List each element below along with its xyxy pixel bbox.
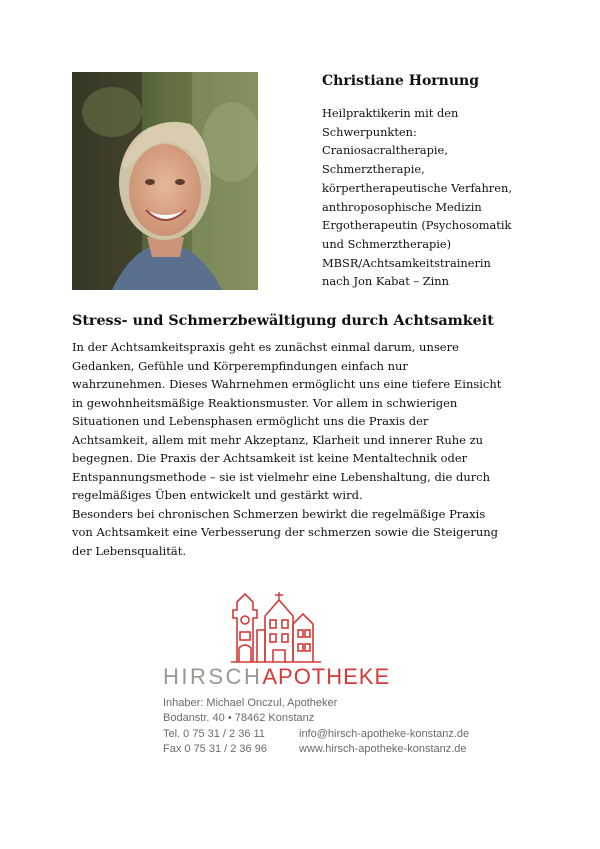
pharmacy-address bbox=[163, 696, 337, 726]
brand-part-hirsch: HIRSCH bbox=[163, 664, 263, 689]
website-link[interactable]: www.hirsch-apotheke-konstanz.de bbox=[299, 743, 467, 755]
body-line: Situationen und Lebensphasen ermöglicht uns die Praxis der bbox=[72, 414, 429, 428]
pharmacy-logo-block bbox=[163, 590, 483, 760]
article-body bbox=[72, 338, 542, 560]
person-name: Christiane Hornung bbox=[322, 73, 479, 89]
body-line: Gedanken, Gefühle und Körperempfindungen einfach nur bbox=[72, 358, 408, 373]
portrait-photo bbox=[72, 72, 258, 290]
article-heading: Stress- und Schmerzbewältigung durch Achtsamkeit bbox=[72, 313, 494, 329]
fax-line: Fax 0 75 31 / 2 36 96 bbox=[163, 743, 267, 755]
body-line: von Achtsamkeit eine Verbesserung der schmerzen sowie die Steigerung bbox=[72, 525, 498, 539]
bio-line: anthroposophische Medizin bbox=[322, 199, 482, 214]
body-line: Besonders bei chronischen Schmerzen bewirkt die regelmäßige Praxis bbox=[72, 506, 486, 521]
bio-section bbox=[322, 72, 552, 291]
phone-block bbox=[163, 727, 267, 757]
bio-line: Craniosacraltherapie, bbox=[322, 143, 448, 158]
body-line: regelmäßiges Üben entwickelt und gestärkt wird. bbox=[72, 488, 363, 502]
brand-part-apotheke: APOTHEKE bbox=[262, 664, 391, 689]
bio-line: nach Jon Kabat – Zinn bbox=[322, 274, 449, 289]
bio-line: Schwerpunkten: bbox=[322, 124, 417, 139]
bio-line: Ergotherapeutin (Psychosomatik bbox=[322, 218, 512, 233]
body-line: Entspannungsmethode – sie ist vielmehr eine Lebenshaltung, die durch bbox=[72, 469, 491, 484]
body-line: In der Achtsamkeitspraxis geht es zunächst einmal darum, unsere bbox=[72, 340, 459, 354]
body-line: wahrzunehmen. Dieses Wahrnehmen ermöglicht uns eine tiefere Einsicht bbox=[72, 377, 502, 391]
body-line: Achtsamkeit, allem mit mehr Akzeptanz, Klarheit und innerer Ruhe zu bbox=[72, 432, 484, 447]
bio-line: körpertherapeutische Verfahren, bbox=[322, 180, 512, 195]
body-line: begegnen. Die Praxis der Achtsamkeit ist keine Mentaltechnik oder bbox=[72, 451, 468, 465]
pharmacy-building-icon bbox=[223, 590, 353, 664]
body-line: der Lebensqualität. bbox=[72, 543, 186, 558]
phone-line: Tel. 0 75 31 / 2 36 11 bbox=[163, 728, 265, 740]
bio-line: und Schmerztherapie) bbox=[322, 236, 452, 251]
portrait-illustration bbox=[72, 72, 258, 290]
bio-line: Schmerztherapie, bbox=[322, 162, 425, 177]
bio-line: MBSR/Achtsamkeitstrainerin bbox=[322, 255, 491, 270]
pharmacy-brand bbox=[163, 664, 390, 690]
online-contact-block bbox=[299, 727, 469, 757]
owner-line: Inhaber: Michael Onczul, Apotheker bbox=[163, 697, 338, 709]
body-line: in gewohnheitsmäßige Reaktionsmuster. Vor allem in schwierigen bbox=[72, 395, 458, 410]
email-link[interactable]: info@hirsch-apotheke-konstanz.de bbox=[299, 728, 470, 740]
bio-line: Heilpraktikerin mit den bbox=[322, 106, 459, 120]
address-line: Bodanstr. 40 • 78462 Konstanz bbox=[163, 712, 315, 724]
